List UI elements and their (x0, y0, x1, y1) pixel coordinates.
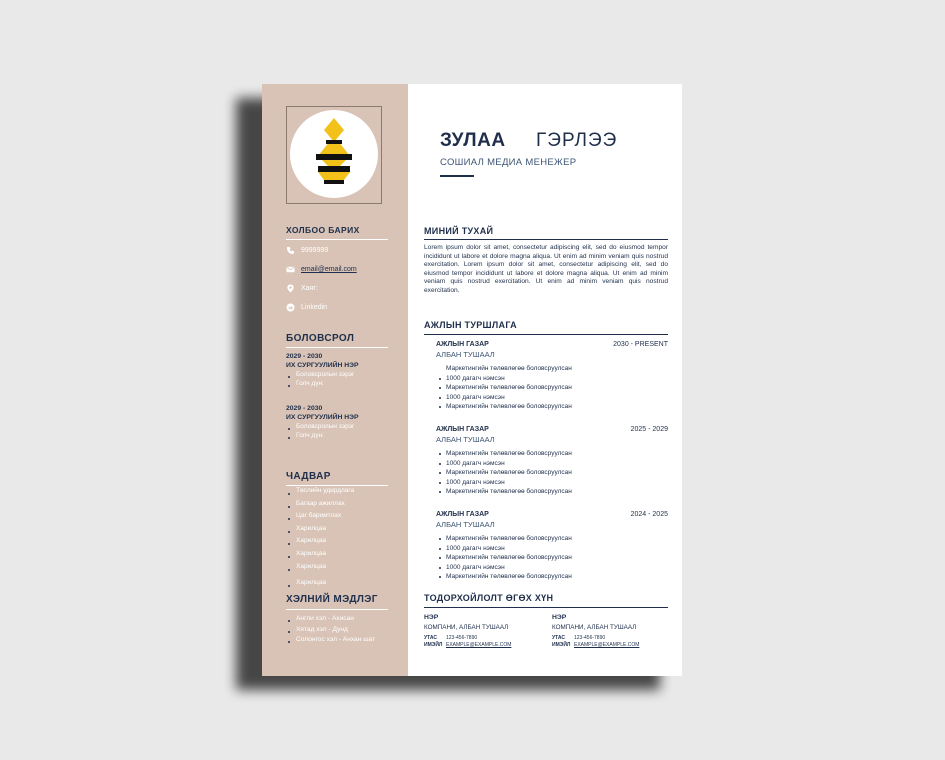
job-bullet: 1000 дагагч нэмсэн (436, 459, 668, 469)
about-heading: МИНИЙ ТУХАЙ (424, 226, 494, 236)
job-bullet: 1000 дагагч нэмсэн (436, 563, 668, 573)
languages-divider (286, 609, 388, 610)
job-bullet: Маркетингийн төлөвлөгөө боловсруулсан (436, 383, 668, 393)
reference-company: КОМПАНИ, АЛБАН ТУШААЛ (424, 624, 509, 631)
skill-item: Харилцаа (286, 535, 396, 548)
reference-phone (552, 635, 672, 641)
phone-label: УТАС (424, 635, 437, 641)
profile-photo-frame (286, 106, 382, 204)
skill-item: Цаг баримтлах (286, 510, 396, 523)
job-bullets (436, 449, 668, 497)
phone-value: 123-456-7890 (574, 635, 606, 641)
job-bullet: 1000 дагагч нэмсэн (436, 478, 668, 488)
job-dates: 2030 - PRESENT (613, 341, 668, 348)
main-content (408, 84, 682, 676)
job-entry (436, 511, 668, 582)
education-school: ИХ СУРГУУЛИЙН НЭР (286, 414, 359, 421)
linkedin-text[interactable]: Linkedin (301, 304, 328, 311)
email-label: ИМЭЙЛ (424, 642, 443, 648)
email-label: ИМЭЙЛ (552, 642, 571, 648)
contact-heading: ХОЛБОО БАРИХ (286, 225, 360, 235)
contact-divider (286, 239, 388, 240)
title-underline (440, 175, 474, 177)
references-heading: ТОДОРХОЙЛОЛТ ӨГӨХ ХҮН (424, 593, 554, 603)
job-place: АЖЛЫН ГАЗАР (436, 426, 489, 433)
reference-entry (552, 614, 672, 648)
mail-icon (286, 265, 295, 274)
phone-text: 9999999 (301, 247, 329, 254)
skill-item: Харилцаа (286, 548, 396, 561)
contact-address (286, 284, 318, 293)
address-text: Хаяг: (301, 285, 318, 292)
job-bullets (436, 534, 668, 582)
skill-item: Харилцаа (286, 523, 396, 536)
phone-icon (286, 246, 295, 255)
last-name: ГЭРЛЭЭ (536, 130, 618, 151)
reference-name: НЭР (424, 614, 439, 621)
job-bullet: Маркетингийн төлөвлөгөө боловсруулсан (436, 553, 668, 563)
job-entry (436, 341, 668, 412)
education-degree: Боловсролын зэрэг (286, 422, 396, 431)
job-bullet: Маркетингийн төлөвлөгөө боловсруулсан (436, 468, 668, 478)
email-value[interactable]: EXAMPLE@EXAMPLE.COM (574, 642, 640, 648)
job-position: АЛБАН ТУШААЛ (436, 435, 495, 444)
education-gpa: Голч дүн: (286, 379, 396, 388)
education-heading: БОЛОВСРОЛ (286, 333, 355, 344)
language-item: Хятад хэл - Дунд (286, 625, 396, 636)
reference-email[interactable] (552, 642, 672, 648)
first-name: ЗУЛАА (440, 130, 506, 151)
reference-company: КОМПАНИ, АЛБАН ТУШААЛ (552, 624, 637, 631)
job-bullet: Маркетингийн төлөвлөгөө боловсруулсан (436, 402, 668, 412)
job-dates: 2025 - 2029 (630, 426, 668, 433)
contact-email[interactable] (286, 265, 357, 274)
job-bullet: Маркетингийн төлөвлөгөө боловсруулсан (436, 534, 668, 544)
resume-page (262, 84, 682, 676)
skills-list (286, 485, 396, 590)
languages-list (286, 614, 396, 646)
education-item (286, 404, 396, 440)
sidebar (262, 84, 408, 676)
references-divider (424, 607, 668, 608)
job-bullet: 1000 дагагч нэмсэн (436, 544, 668, 554)
education-item (286, 352, 396, 388)
job-bullet: 1000 дагагч нэмсэн (436, 374, 668, 384)
phone-value: 123-456-7890 (446, 635, 478, 641)
job-position: АЛБАН ТУШААЛ (436, 350, 495, 359)
about-text: Lorem ipsum dolor sit amet, consectetur adipiscing elit, sed do eiusmod tempor incididunt ut labore et dolore magna aliqua. Ut enim ad minim veniam quis nostrud exercitation. Lorem ipsum dolor sit amet, consectetur adipiscing elit, sed do eiusmod tempor incididunt ut labore et dolore magna aliqua. Ut enim ad minim veniam quis nostrud exercitation. Ut enim ad minim veniam quis nostrud exercitation. (424, 244, 668, 294)
skills-heading: ЧАДВАР (286, 471, 331, 482)
reference-entry (424, 614, 544, 648)
skill-item: Харилцаа (286, 577, 396, 590)
reference-phone (424, 635, 544, 641)
avatar-logo-icon (290, 110, 378, 198)
linkedin-icon (286, 303, 295, 312)
experience-heading: АЖЛЫН ТУРШЛАГА (424, 320, 517, 330)
reference-email[interactable] (424, 642, 544, 648)
skill-item: Багаар ажиллах (286, 498, 396, 511)
skill-item: Харилцаа (286, 561, 396, 574)
job-dates: 2024 - 2025 (630, 511, 668, 518)
job-place: АЖЛЫН ГАЗАР (436, 341, 489, 348)
contact-linkedin[interactable] (286, 303, 327, 312)
education-divider (286, 347, 388, 348)
education-years: 2029 - 2030 (286, 405, 323, 412)
job-place: АЖЛЫН ГАЗАР (436, 511, 489, 518)
reference-name: НЭР (552, 614, 567, 621)
profile-photo (290, 110, 378, 198)
education-degree: Боловсролын зэрэг (286, 370, 396, 379)
job-bullets (436, 364, 668, 412)
about-divider (424, 239, 668, 240)
job-bullet: 1000 дагагч нэмсэн (436, 393, 668, 403)
phone-label: УТАС (552, 635, 565, 641)
language-item: Солонгос хэл - Анхан шат (286, 635, 396, 646)
education-years: 2029 - 2030 (286, 353, 323, 360)
job-entry (436, 426, 668, 497)
education-gpa: Голч дүн: (286, 431, 396, 440)
job-bullet: Маркетингийн төлөвлөгөө боловсруулсан (446, 365, 572, 372)
contact-phone (286, 246, 328, 255)
language-item: Англи хэл - Ахисан (286, 614, 396, 625)
languages-heading: ХЭЛНИЙ МЭДЛЭГ (286, 594, 378, 605)
skill-item: Төслийн удирдлага (286, 485, 396, 498)
job-bullet: Маркетингийн төлөвлөгөө боловсруулсан (436, 487, 668, 497)
job-position: АЛБАН ТУШААЛ (436, 520, 495, 529)
job-bullet: Маркетингийн төлөвлөгөө боловсруулсан (436, 449, 668, 459)
email-link[interactable]: email@email.com (301, 266, 357, 273)
education-school: ИХ СУРГУУЛИЙН НЭР (286, 362, 359, 369)
experience-divider (424, 334, 668, 335)
job-title: СОШИАЛ МЕДИА МЕНЕЖЕР (440, 157, 577, 168)
job-bullet: Маркетингийн төлөвлөгөө боловсруулсан (436, 572, 668, 582)
email-value[interactable]: EXAMPLE@EXAMPLE.COM (446, 642, 512, 648)
location-pin-icon (286, 284, 295, 293)
